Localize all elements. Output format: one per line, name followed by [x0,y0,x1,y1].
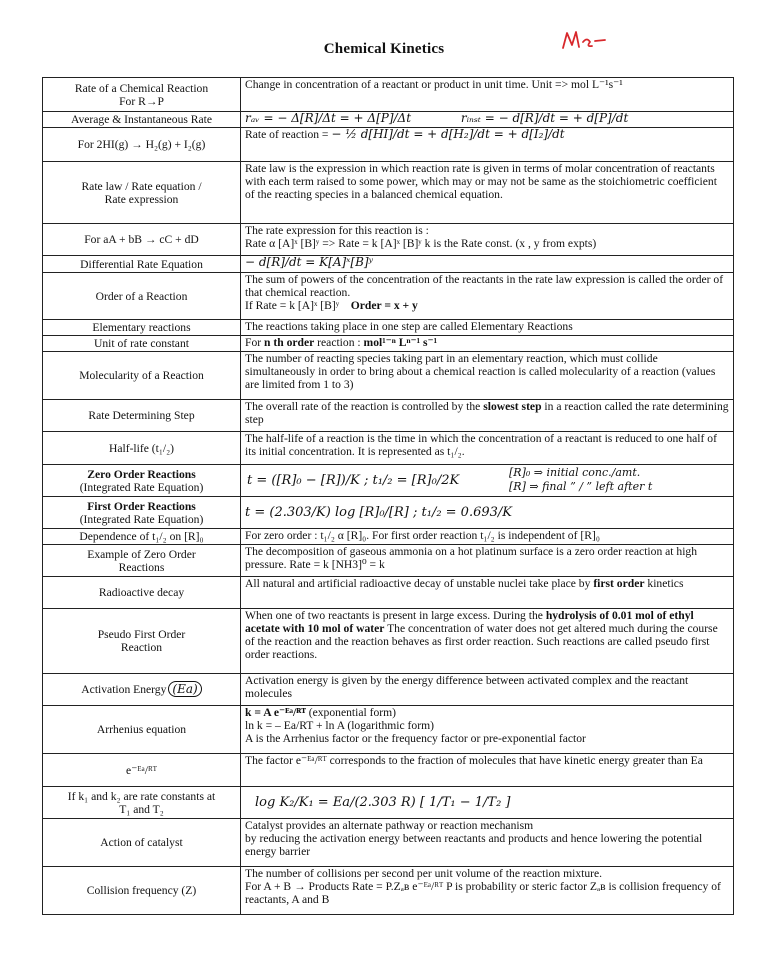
row-term: Rate of a Chemical Reaction For R→P [43,78,241,112]
zero-order-note-initial: [R]₀ ⇒ initial conc./amt. [509,466,641,479]
table-row [43,320,734,336]
row-term: Unit of rate constant [43,336,241,352]
row-term: Arrhenius equation [43,706,241,754]
table-row [43,432,734,465]
table-row [43,577,734,609]
table-row [43,545,734,577]
row-description: The half-life of a reaction is the time in which the concentration of a reactant is reduced to one half of its initial concentration. It is represented as t₁/₂. [241,432,734,465]
row-term: Order of a Reaction [43,273,241,320]
row-term: If k₁ and k₂ are rate constants at T₁ and T₂ [43,787,241,819]
average-rate-formula: rₐᵥ = − Δ[R]/Δt = + Δ[P]/Δt [245,111,412,125]
row-term: Elementary reactions [43,320,241,336]
row-description: The decomposition of gaseous ammonia on a hot platinum surface is a zero order reaction at high pressure. Rate = k [NH3]⁰ = k [241,545,734,577]
row-description: Activation energy is given by the energy difference between activated complex and the reactant molecules [241,674,734,706]
row-description: When one of two reactants is present in large excess. During the hydrolysis of 0.01 mol of ethyl acetate with 10 mol of water The concentration of water does not get altered much during the course of the reaction and the reaction behaves as first order reaction. Such reactions are called pseudo first order reactions. [241,609,734,674]
table-row [43,112,734,128]
table-row [43,465,734,497]
table-row [43,336,734,352]
row-description [241,787,734,819]
row-description: The overall rate of the reaction is controlled by the slowest step in a reaction called the rate determining step [241,400,734,432]
table-row [43,706,734,754]
zero-order-note-final: [R] ⇒ final ” / ” left after t [509,480,653,493]
row-description: The reactions taking place in one step are called Elementary Reactions [241,320,734,336]
row-description: Rate law is the expression in which reaction rate is given in terms of molar concentration of reactants with each term raised to some power, which may or may not be same as the stoichiometric coefficient of the reacting species in a balanced chemical equation. [241,162,734,224]
kinetics-summary-table [42,77,734,915]
row-description: The number of collisions per second per unit volume of the reaction mixture. For A + B → Products Rate = P.Zₐʙ e⁻ᴱᵃ/ᴿᵀ P is probability or steric factor Zₐʙ is collision frequency of reactants, A and B [241,867,734,915]
page-title: Chemical Kinetics [323,41,445,57]
row-description [241,256,734,273]
row-description [241,112,734,128]
table-row [43,273,734,320]
zero-order-formula: t = ([R]₀ − [R])/K ; t₁/₂ = [R]₀/2K [247,473,460,488]
row-description: All natural and artificial radioactive decay of unstable nuclei take place by first order kinetics [241,577,734,609]
row-description: The number of reacting species taking part in an elementary reaction, which must collide simultaneously in order to bring about a chemical reaction is called molecularity of a reaction (values are limited from 1 to 3) [241,352,734,400]
row-description [241,465,734,497]
instantaneous-rate-formula: rᵢₙₛₜ = − d[R]/dt = + d[P]/dt [460,111,629,125]
differential-rate-formula: − d[R]/dt = K[A]ˣ[B]ʸ [245,255,373,269]
row-term: Half-life (t₁/₂) [43,432,241,465]
table-row [43,819,734,867]
row-description: The rate expression for this reaction is : Rate α [A]ˣ [B]ʸ => Rate = k [A]ˣ [B]ʸ k is the Rate const. (x , y from expts) [241,224,734,256]
handwritten-initials [561,28,609,54]
row-description: Change in concentration of a reactant or product in unit time. Unit => mol L⁻¹s⁻¹ [241,78,734,112]
row-term: Average & Instantaneous Rate [43,112,241,128]
row-term: For aA + bB → cC + dD [43,224,241,256]
row-term: First Order Reactions (Integrated Rate Equation) [43,497,241,529]
row-description: For n th order reaction : mol¹⁻ⁿ Lⁿ⁻¹ s⁻¹ [241,336,734,352]
table-row [43,867,734,915]
row-term: Dependence of t₁/₂ on [R]₀ [43,529,241,545]
first-order-formula: t = (2.303/K) log [R]₀/[R] ; t₁/₂ = 0.693/K [245,505,512,520]
table-row [43,256,734,273]
ea-handwritten-annotation: (Ea) [168,681,201,697]
row-term: For 2HI(g) → H₂(g) + I₂(g) [43,128,241,162]
hi-rate-formula: − ½ d[HI]/dt = + d[H₂]/dt = + d[I₂]/dt [331,127,565,141]
row-description [241,497,734,529]
table-row [43,128,734,162]
row-description: The factor e⁻ᴱᵃ/ᴿᵀ corresponds to the fraction of molecules that have kinetic energy greater than Ea [241,754,734,787]
row-term: Molecularity of a Reaction [43,352,241,400]
row-term: Activation Energy (Ea) [43,674,241,706]
row-description: Rate of reaction = − ½ d[HI]/dt = + d[H₂]/dt = + d[I₂]/dt [241,128,734,162]
row-term: Collision frequency (Z) [43,867,241,915]
row-term: Pseudo First Order Reaction [43,609,241,674]
table-row [43,787,734,819]
table-row [43,400,734,432]
row-term: Action of catalyst [43,819,241,867]
table-row [43,754,734,787]
table-row [43,224,734,256]
temperature-dependence-formula: log K₂/K₁ = Ea/(2.303 R) [ 1/T₁ − 1/T₂ ] [255,795,511,810]
row-term: Radioactive decay [43,577,241,609]
table-row [43,162,734,224]
table-row [43,529,734,545]
row-description: The sum of powers of the concentration of the reactants in the rate law expression is called the order of that chemical reaction. If Rate = k [A]ˣ [B]ʸ Order = x + y [241,273,734,320]
row-term: Differential Rate Equation [43,256,241,273]
table-row [43,78,734,112]
table-row [43,609,734,674]
row-description: k = A e⁻ᴱᵃ/ᴿᵀ (exponential form) ln k = – Ea/RT + ln A (logarithmic form) A is the Arrhenius factor or the frequency factor or pre-exponential factor [241,706,734,754]
row-term: Rate Determining Step [43,400,241,432]
table-row [43,497,734,529]
table-row [43,352,734,400]
row-term: Rate law / Rate equation / Rate expression [43,162,241,224]
row-term: e⁻ᴱᵃ/ᴿᵀ [43,754,241,787]
table-row [43,674,734,706]
row-term: Zero Order Reactions (Integrated Rate Equation) [43,465,241,497]
row-description: Catalyst provides an alternate pathway or reaction mechanism by reducing the activation energy between reactants and products and hence lowering the potential energy barrier [241,819,734,867]
row-description: For zero order : t₁/₂ α [R]₀. For first order reaction t₁/₂ is independent of [R]₀ [241,529,734,545]
row-term: Example of Zero Order Reactions [43,545,241,577]
